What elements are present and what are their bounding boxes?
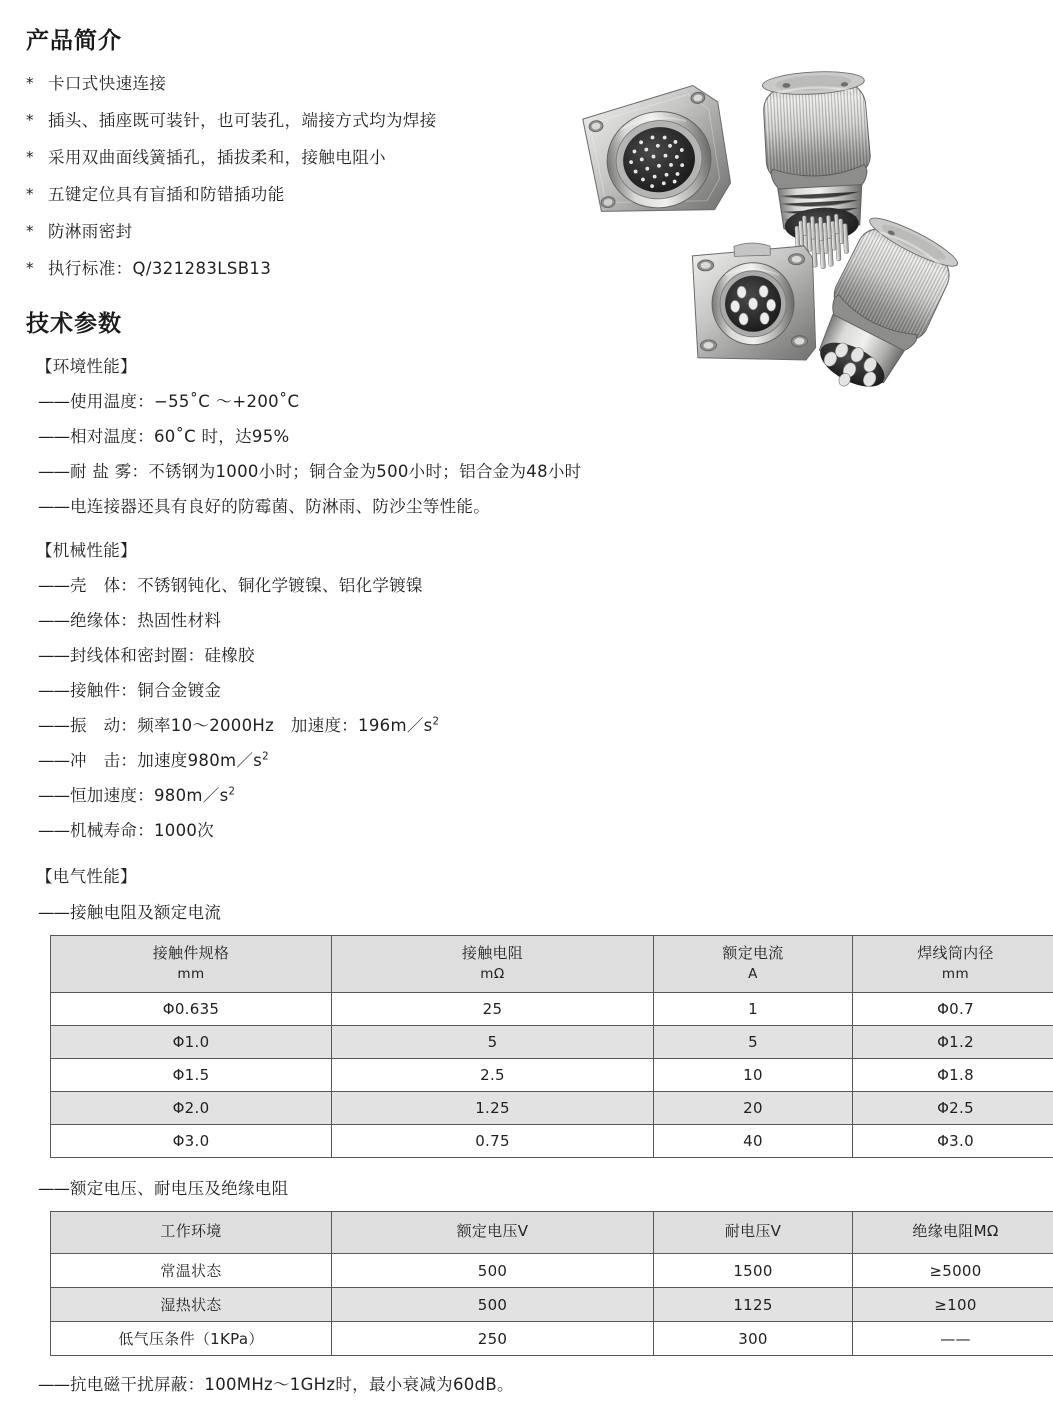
tech-params-title: 技术参数	[26, 305, 1031, 338]
table-header-row	[51, 936, 1053, 993]
column-header-contact-size	[51, 936, 332, 993]
connector-flange-receptacle-large	[580, 82, 734, 228]
header-unit: mm	[51, 965, 331, 985]
cell-rated-current: 5	[654, 1026, 853, 1059]
spec-text: 恒加速度：980m／s	[70, 786, 228, 805]
cell-wire-barrel-id: Φ1.2	[853, 1026, 1053, 1059]
cell-rated-current: 10	[654, 1059, 853, 1092]
voltage-insulation-table	[50, 1211, 1053, 1356]
spec-line-constant-acceleration	[38, 778, 1031, 813]
spec-text: 机械寿命：1000次	[70, 821, 214, 840]
table-row	[51, 1125, 1053, 1158]
spec-line-insulator	[38, 603, 1031, 638]
column-header-rated-voltage: 额定电压V	[332, 1212, 654, 1254]
table-row	[51, 1322, 1053, 1356]
cell-insulation-resistance: ≥100	[853, 1288, 1053, 1322]
group-title-electrical: 【电气性能】	[36, 860, 1031, 894]
spec-text: 接触件：铜合金镀金	[70, 681, 221, 700]
spec-text: 电连接器还具有良好的防霉菌、防淋雨、防沙尘等性能。	[70, 497, 490, 516]
group-title-mechanical: 【机械性能】	[36, 534, 1031, 568]
header-label: 焊线筒内径	[917, 944, 994, 962]
caption-text: 接触电阻及额定电流	[70, 903, 221, 922]
column-header-contact-resistance	[332, 936, 654, 993]
cell-contact-resistance: 0.75	[332, 1125, 654, 1158]
cell-contact-size: Φ1.5	[51, 1059, 332, 1092]
product-photo-collage	[560, 58, 1040, 388]
leader-dash: ——	[38, 611, 69, 630]
leader-dash: ——	[38, 646, 69, 665]
cell-rated-voltage: 500	[332, 1288, 654, 1322]
feature-text: 五键定位具有盲插和防错插功能	[48, 185, 285, 204]
leader-dash: ——	[38, 903, 69, 922]
cell-wire-barrel-id: Φ0.7	[853, 993, 1053, 1026]
cell-wire-barrel-id: Φ3.0	[853, 1125, 1053, 1158]
contact-resistance-table	[50, 935, 1053, 1158]
footnote-text: 抗电磁干扰屏蔽：100MHz～1GHz时，最小衰减为60dB。	[70, 1375, 514, 1394]
column-header-working-environment: 工作环境	[51, 1212, 332, 1254]
leader-dash: ——	[38, 1375, 69, 1394]
caption-contact-resistance-table	[38, 896, 1031, 930]
spec-line-seal	[38, 638, 1031, 673]
caption-text: 额定电压、耐电压及绝缘电阻	[70, 1179, 288, 1198]
cell-withstand-voltage: 1125	[654, 1288, 853, 1322]
column-header-rated-current	[654, 936, 853, 993]
leader-dash: ——	[38, 821, 69, 840]
unit-exponent: 2	[262, 752, 269, 763]
leader-dash: ——	[38, 716, 69, 735]
unit-exponent: 2	[228, 787, 235, 798]
column-header-wire-barrel-id	[853, 936, 1053, 993]
spec-text: 使用温度：−55˚C ～+200˚C	[70, 392, 299, 411]
cell-working-environment: 低气压条件（1KPa）	[51, 1322, 332, 1356]
cell-rated-current: 1	[654, 993, 853, 1026]
header-unit: mm	[853, 965, 1053, 985]
bullet-star-icon: *	[26, 250, 48, 286]
feature-text: 防淋雨密封	[48, 222, 133, 241]
cell-rated-voltage: 500	[332, 1254, 654, 1288]
header-label: 接触件规格	[153, 944, 230, 962]
leader-dash: ——	[38, 392, 69, 411]
connector-photo-svg	[560, 58, 1040, 388]
spec-line-salt-spray	[38, 454, 1031, 489]
spec-line-contacts	[38, 673, 1031, 708]
connector-flange-receptacle-small	[692, 241, 816, 364]
leader-dash: ——	[38, 497, 69, 516]
feature-text: 执行标准：Q/321283LSB13	[48, 259, 271, 278]
table-row	[51, 1059, 1053, 1092]
group-title-environment: 【环境性能】	[36, 350, 1031, 384]
product-intro-title: 产品简介	[26, 22, 1031, 55]
table-header-row	[51, 1212, 1053, 1254]
cell-wire-barrel-id: Φ1.8	[853, 1059, 1053, 1092]
feature-text: 卡口式快速连接	[48, 74, 166, 93]
spec-line-mechanical-life	[38, 813, 1031, 848]
bullet-star-icon: *	[26, 176, 48, 212]
spec-text: 冲 击：加速度980m／s	[70, 751, 262, 770]
spec-text: 壳 体：不锈钢钝化、铜化学镀镍、铝化学镀镍	[70, 576, 423, 595]
cell-contact-size: Φ1.0	[51, 1026, 332, 1059]
bullet-star-icon: *	[26, 139, 48, 175]
leader-dash: ——	[38, 786, 69, 805]
spec-line-relative-humidity	[38, 419, 1031, 454]
bullet-star-icon: *	[26, 102, 48, 138]
unit-exponent: 2	[433, 717, 440, 728]
header-unit: mΩ	[332, 965, 653, 985]
cell-contact-resistance: 2.5	[332, 1059, 654, 1092]
spec-text: 振 动：频率10～2000Hz 加速度：196m／s	[70, 716, 433, 735]
leader-dash: ——	[38, 462, 69, 481]
column-header-insulation-resistance: 绝缘电阻MΩ	[853, 1212, 1053, 1254]
emi-shielding-note	[38, 1368, 1031, 1402]
spec-text: 封线体和密封圈：硅橡胶	[70, 646, 255, 665]
cell-contact-resistance: 25	[332, 993, 654, 1026]
cell-rated-current: 20	[654, 1092, 853, 1125]
feature-text: 插头、插座既可装针，也可装孔，端接方式均为焊接	[48, 111, 437, 130]
header-label: 额定电流	[722, 944, 783, 962]
spec-text: 耐 盐 雾：不锈钢为1000小时；铜合金为500小时；铝合金为48小时	[70, 462, 581, 481]
cell-rated-voltage: 250	[332, 1322, 654, 1356]
header-label: 接触电阻	[462, 944, 523, 962]
feature-text: 采用双曲面线簧插孔，插拔柔和，接触电阻小	[48, 148, 386, 167]
spec-line-other-resistance	[38, 489, 1031, 524]
spec-line-operating-temperature	[38, 384, 1031, 419]
cell-working-environment: 湿热状态	[51, 1288, 332, 1322]
leader-dash: ——	[38, 751, 69, 770]
cell-contact-size: Φ0.635	[51, 993, 332, 1026]
cell-contact-resistance: 1.25	[332, 1092, 654, 1125]
spec-line-shell	[38, 568, 1031, 603]
leader-dash: ——	[38, 427, 69, 446]
cell-insulation-resistance: ——	[853, 1322, 1053, 1356]
leader-dash: ——	[38, 681, 69, 700]
table-row	[51, 1026, 1053, 1059]
cell-contact-resistance: 5	[332, 1026, 654, 1059]
spec-text: 绝缘体：热固性材料	[70, 611, 221, 630]
caption-voltage-table	[38, 1172, 1031, 1206]
spec-line-vibration	[38, 708, 1031, 743]
leader-dash: ——	[38, 1179, 69, 1198]
spec-line-shock	[38, 743, 1031, 778]
cell-contact-size: Φ3.0	[51, 1125, 332, 1158]
cell-rated-current: 40	[654, 1125, 853, 1158]
cell-withstand-voltage: 300	[654, 1322, 853, 1356]
cell-contact-size: Φ2.0	[51, 1092, 332, 1125]
cell-withstand-voltage: 1500	[654, 1254, 853, 1288]
header-unit: A	[654, 965, 852, 985]
cell-working-environment: 常温状态	[51, 1254, 332, 1288]
bullet-star-icon: *	[26, 213, 48, 249]
leader-dash: ——	[38, 576, 69, 595]
table-row	[51, 1288, 1053, 1322]
table-row	[51, 993, 1053, 1026]
cell-insulation-resistance: ≥5000	[853, 1254, 1053, 1288]
column-header-withstand-voltage: 耐电压V	[654, 1212, 853, 1254]
table-row	[51, 1092, 1053, 1125]
table-row	[51, 1254, 1053, 1288]
cell-wire-barrel-id: Φ2.5	[853, 1092, 1053, 1125]
bullet-star-icon: *	[26, 65, 48, 101]
spec-text: 相对温度：60˚C 时，达95%	[70, 427, 290, 446]
